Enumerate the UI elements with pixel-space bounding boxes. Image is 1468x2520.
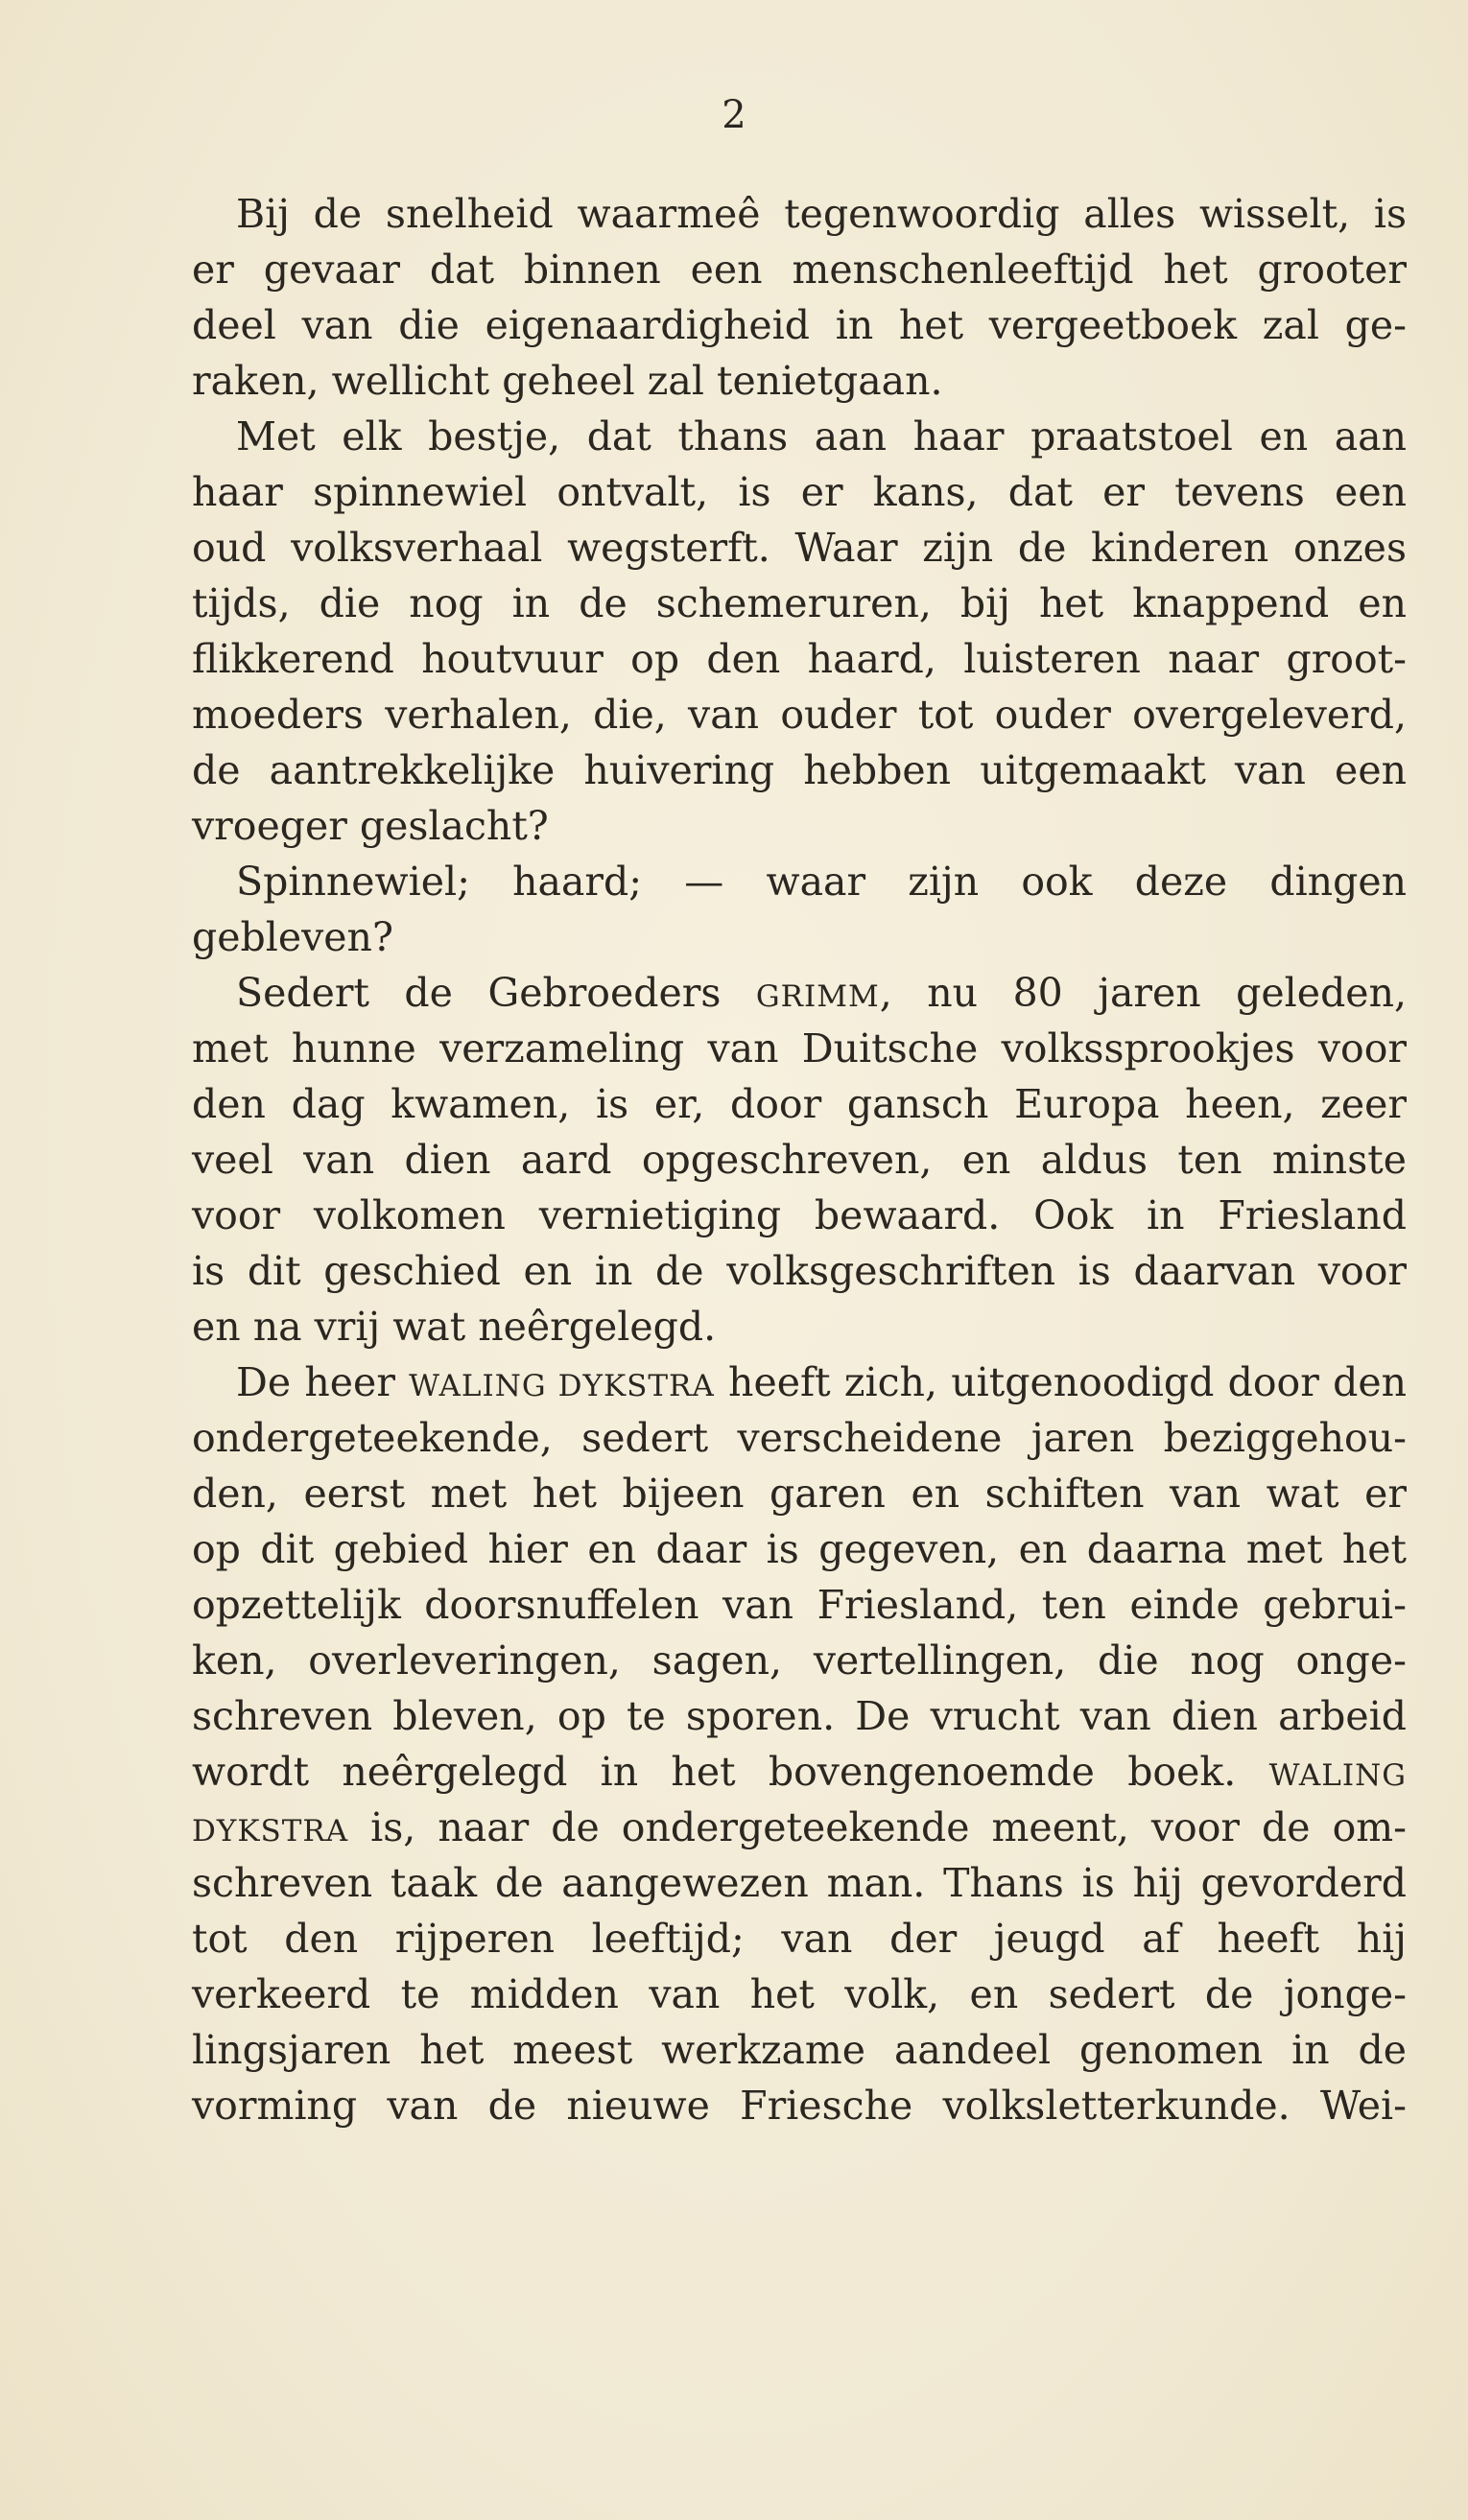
text-run: Sedert de Gebroeders: [236, 970, 756, 1016]
text-line: lingsjaren het meest werkzame aandeel genomen in de: [192, 2027, 1407, 2073]
text-line: vroeger geslacht?: [192, 803, 549, 849]
text-run: , nu 80 jaren geleden,: [879, 970, 1408, 1016]
text-line: tot den rijperen leeftijd; van der jeugd af heeft hij: [192, 1916, 1407, 1962]
small-caps-name: GRIMM: [755, 979, 880, 1014]
text-line: Met elk bestje, dat thans aan haar praatstoel en aan: [236, 413, 1407, 459]
text-line: gebleven?: [192, 914, 393, 960]
small-caps-name: WALING: [1268, 1758, 1407, 1793]
body-text: [192, 186, 1407, 2133]
text-line: [192, 1744, 1407, 1800]
text-line: raken, wellicht geheel zal tenietgaan.: [192, 358, 943, 404]
text-run: De heer: [236, 1359, 410, 1405]
text-line: [192, 965, 1407, 1021]
text-line: deel van die eigenaardigheid in het vergeetboek zal ge-: [192, 302, 1407, 348]
text-line: Spinnewiel; haard; — waar zijn ook deze dingen: [236, 859, 1407, 905]
text-line: schreven bleven, op te sporen. De vrucht van dien arbeid: [192, 1693, 1407, 1739]
text-line: er gevaar dat binnen een menschenleeftijd het grooter: [192, 247, 1407, 293]
text-line: [192, 1800, 1407, 1855]
text-line: flikkerend houtvuur op den haard, luisteren naar groot-: [192, 636, 1407, 682]
text-line: schreven taak de aangewezen man. Thans is hij gevorderd: [192, 1860, 1407, 1906]
text-line: opzettelijk doorsnuffelen van Friesland, ten einde gebrui-: [192, 1582, 1407, 1628]
text-line: is dit geschied en in de volksgeschriften is daarvan voor: [192, 1248, 1407, 1294]
text-line: Bij de snelheid waarmeê tegenwoordig alles wisselt, is: [236, 191, 1407, 237]
text-line: [192, 1354, 1407, 1410]
text-line: de aantrekkelijke huivering hebben uitgemaakt van een: [192, 747, 1407, 793]
text-line: vorming van de nieuwe Friesche volksletterkunde. Wei-: [192, 2083, 1407, 2129]
text-run: is, naar de ondergeteekende meent, voor de om-: [348, 1804, 1407, 1850]
text-line: met hunne verzameling van Duitsche volkssprookjes voor: [192, 1025, 1407, 1072]
small-caps-name: WALING DYKSTRA: [409, 1369, 715, 1403]
small-caps-name: DYKSTRA: [192, 1814, 349, 1849]
text-run: heeft zich, uitgenoodigd door den: [714, 1359, 1407, 1405]
text-line: op dit gebied hier en daar is gegeven, en daarna met het: [192, 1526, 1407, 1572]
text-line: voor volkomen vernietiging bewaard. Ook in Friesland: [192, 1192, 1407, 1238]
text-line: den dag kwamen, is er, door gansch Europa heen, zeer: [192, 1081, 1407, 1127]
text-run: wordt neêrgelegd in het bovengenoemde boek.: [192, 1749, 1269, 1795]
text-line: oud volksverhaal wegsterft. Waar zijn de kinderen onzes: [192, 525, 1407, 571]
text-line: verkeerd te midden van het volk, en sedert de jonge-: [192, 1971, 1407, 2017]
text-line: den, eerst met het bijeen garen en schiften van wat er: [192, 1471, 1407, 1517]
text-line: ondergeteekende, sedert verscheidene jaren beziggehou-: [192, 1415, 1407, 1461]
text-line: veel van dien aard opgeschreven, en aldus ten minste: [192, 1137, 1407, 1183]
text-line: tijds, die nog in de schemeruren, bij het knappend en: [192, 580, 1407, 626]
page-number: 2: [722, 93, 746, 137]
text-line: ken, overleveringen, sagen, vertellingen, die nog onge-: [192, 1637, 1407, 1684]
text-line: haar spinnewiel ontvalt, is er kans, dat er tevens een: [192, 469, 1407, 515]
text-line: moeders verhalen, die, van ouder tot ouder overgeleverd,: [192, 692, 1407, 738]
text-line: en na vrij wat neêrgelegd.: [192, 1304, 717, 1350]
